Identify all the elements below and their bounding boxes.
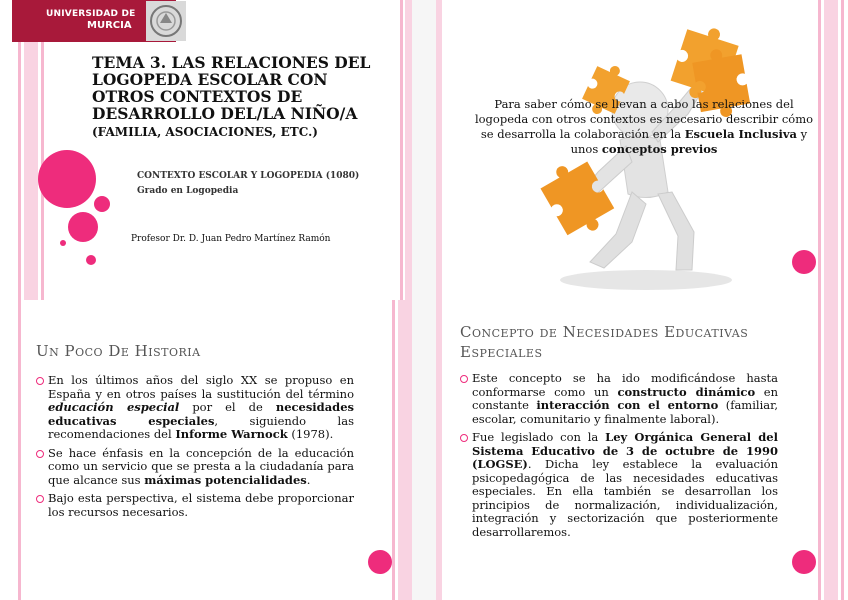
professor-name: Profesor Dr. D. Juan Pedro Martínez Ramón bbox=[131, 234, 331, 244]
course-name: CONTEXTO ESCOLAR Y LOGOPEDIA (1080) bbox=[137, 171, 360, 181]
decor-dot bbox=[368, 550, 392, 574]
bullet-list bbox=[460, 372, 778, 544]
intro-part: Para saber cómo se llevan a cabo las relaciones del logopeda con otros contextos es necesario describir cómo se desarrolla la colaboración en la bbox=[474, 97, 814, 141]
stripe bbox=[436, 0, 442, 300]
intro-text bbox=[474, 97, 814, 157]
stripe bbox=[41, 0, 44, 300]
intro-emph: conceptos previos bbox=[601, 142, 718, 156]
decor-dot bbox=[792, 550, 816, 574]
seal-icon bbox=[146, 1, 186, 41]
logo-line1: UNIVERSIDAD DE bbox=[46, 9, 136, 19]
stripe bbox=[824, 0, 838, 300]
list-item: Fue legislado con la Ley Orgánica General del Sistema Educativo de 3 de octubre de 1990 (LOGSE). Dicha ley establece la evaluación psicopedagógica de las necesidades educativas especiales. En ella también se desarrollan los principios de normalización, individualización, integración y sectorización que posteriormente desarrollaremos. bbox=[460, 431, 778, 539]
stripe bbox=[841, 300, 844, 600]
slide-gap bbox=[412, 0, 436, 600]
slide-concept bbox=[436, 300, 848, 600]
list-item: Se hace énfasis en la concepción de la educación como un servicio que se presta a la ciudadanía para que alcance sus máximas potencialidades. bbox=[36, 447, 354, 488]
degree-name: Grado en Logopedia bbox=[137, 186, 239, 196]
slide-intro bbox=[436, 0, 848, 300]
stripe bbox=[824, 300, 838, 600]
intro-emph: Escuela Inclusiva bbox=[684, 127, 797, 141]
title-paren: (FAMILIA, ASOCIACIONES, ETC.) bbox=[92, 125, 318, 139]
puzzle-figure-icon bbox=[528, 22, 758, 292]
stripe bbox=[818, 0, 821, 300]
stripe bbox=[818, 300, 821, 600]
slide-heading: Un Poco De Historia bbox=[36, 342, 201, 360]
list-item: En los últimos años del siglo XX se propuso en España y en otros países la sustitución del término educación especial por el de necesidades educativas especiales, siguiendo las recomendaciones del Informe Warnock (1978). bbox=[36, 374, 354, 442]
stripe bbox=[398, 300, 412, 600]
decor-dot bbox=[86, 255, 96, 265]
decor-dot bbox=[94, 196, 110, 212]
slide-title-text bbox=[92, 54, 392, 141]
slide-heading: Concepto de Necesidades Educativas Especiales bbox=[460, 323, 749, 361]
decor-dot bbox=[38, 150, 96, 208]
stripe bbox=[18, 300, 21, 600]
logo-line2: MURCIA bbox=[87, 20, 132, 31]
stripe bbox=[18, 0, 21, 300]
intro-part: y unos bbox=[570, 127, 808, 156]
decor-dot bbox=[68, 212, 98, 242]
stripe bbox=[405, 0, 412, 300]
stripe bbox=[841, 0, 844, 300]
title-main: TEMA 3. LAS RELACIONES DEL LOGOPEDA ESCOLAR CON OTROS CONTEXTOS DE DESARROLLO DEL/LA NIÑO/A bbox=[92, 53, 371, 123]
stripe bbox=[392, 300, 395, 600]
bullet-list bbox=[36, 374, 354, 524]
list-item: Bajo esta perspectiva, el sistema debe proporcionar los recursos necesarios. bbox=[36, 492, 354, 519]
slide-title bbox=[0, 0, 412, 300]
university-logo bbox=[12, 0, 176, 42]
stripe bbox=[24, 0, 38, 300]
slide-history bbox=[0, 300, 412, 600]
list-item: Este concepto se ha ido modificándose hasta conformarse como un constructo dinámico en constante interacción con el entorno (familiar, escolar, comunitario y finalmente laboral). bbox=[460, 372, 778, 426]
stripe bbox=[436, 300, 442, 600]
decor-dot bbox=[60, 240, 66, 246]
stripe bbox=[400, 0, 403, 300]
decor-dot bbox=[792, 250, 816, 274]
